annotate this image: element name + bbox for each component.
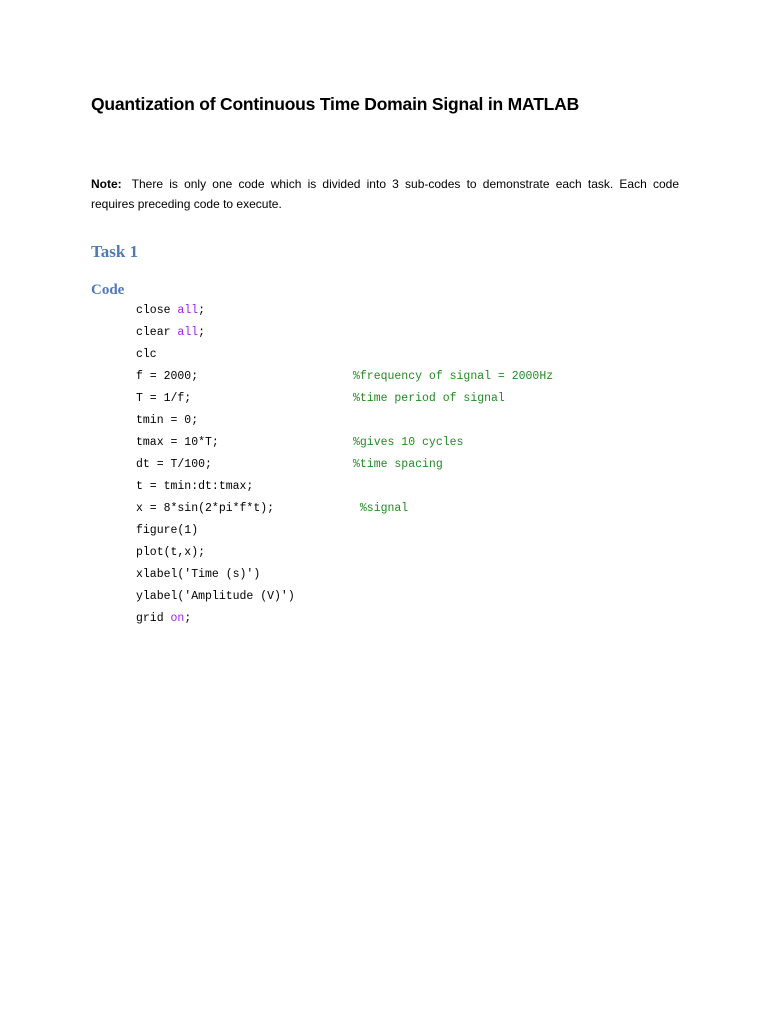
code-line xyxy=(136,366,696,388)
code-text-suffix: ; xyxy=(198,304,206,317)
code-line xyxy=(136,322,696,344)
code-comment: %signal xyxy=(353,502,409,515)
document-title: Quantization of Continuous Time Domain Signal in MATLAB xyxy=(91,94,580,114)
code-line xyxy=(136,388,696,410)
code-line xyxy=(136,476,696,498)
code-text: tmin = 0; xyxy=(136,414,199,427)
code-text: xlabel('Time (s)') xyxy=(136,568,261,581)
code-block xyxy=(136,300,696,630)
code-line xyxy=(136,520,696,542)
note-label: Note: xyxy=(91,177,122,191)
code-text: close xyxy=(136,304,178,317)
code-heading: Code xyxy=(91,282,125,298)
note-text: There is only one code which is divided into 3 sub-codes to demonstrate each task. Each code requires preceding code to execute. xyxy=(91,177,679,211)
code-line xyxy=(136,454,696,476)
code-line xyxy=(136,410,696,432)
code-keyword: all xyxy=(177,304,199,317)
code-line xyxy=(136,542,696,564)
code-line xyxy=(136,564,696,586)
code-keyword: on xyxy=(170,612,185,625)
note-paragraph xyxy=(91,174,679,214)
code-text-suffix: ; xyxy=(184,612,192,625)
code-text: clear xyxy=(136,326,178,339)
code-text: figure(1) xyxy=(136,524,199,537)
task-heading: Task 1 xyxy=(91,242,139,261)
code-text-suffix: ; xyxy=(198,326,206,339)
code-line xyxy=(136,498,696,520)
code-comment: %time spacing xyxy=(353,458,443,471)
code-comment: %time period of signal xyxy=(353,392,505,405)
code-line xyxy=(136,344,696,366)
code-text: t = tmin:dt:tmax; xyxy=(136,480,254,493)
code-line xyxy=(136,432,696,454)
code-text: grid xyxy=(136,612,171,625)
code-comment: %frequency of signal = 2000Hz xyxy=(353,370,554,383)
code-text: x = 8*sin(2*pi*f*t); xyxy=(136,502,275,515)
code-line xyxy=(136,300,696,322)
code-line xyxy=(136,586,696,608)
code-line xyxy=(136,608,696,630)
code-text: plot(t,x); xyxy=(136,546,206,559)
code-text: f = 2000; xyxy=(136,370,199,383)
code-text: tmax = 10*T; xyxy=(136,436,219,449)
code-text: T = 1/f; xyxy=(136,392,192,405)
code-text: dt = T/100; xyxy=(136,458,212,471)
code-comment: %gives 10 cycles xyxy=(353,436,464,449)
code-text: clc xyxy=(136,348,157,361)
code-text: ylabel('Amplitude (V)') xyxy=(136,590,295,603)
code-keyword: all xyxy=(177,326,199,339)
